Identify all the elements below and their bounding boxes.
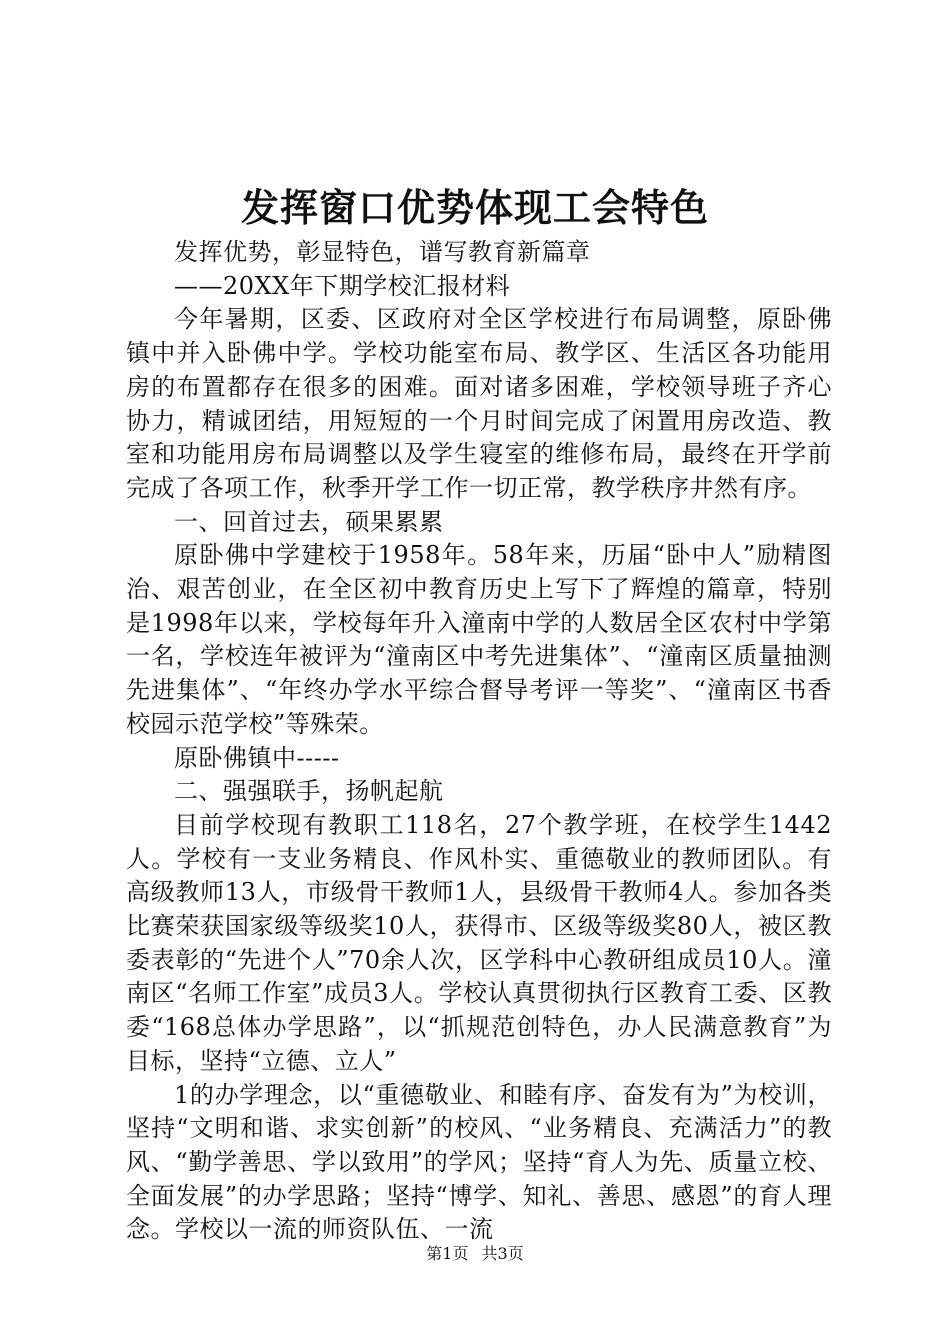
section-heading-1: 一、回首过去，硕果累累 (174, 507, 444, 536)
paragraph-intro: 今年暑期，区委、区政府对全区学校进行布局调整，原卧佛镇中并入卧佛中学。学校功能室布局、教学区、生活区各功能用房的布置都存在很多的困难。面对诸多困难，学校领导班子齐心协力，精诚团结，用短短的一个月时间完成了闲置用房改造、教室和功能用房布局调整以及学生寝室的维修布局，最终在开学前完成了各项工作，秋季开学工作一切正常，教学秩序井然有序。 (126, 305, 832, 502)
page-footer (0, 1243, 950, 1265)
document-title: 发挥窗口优势体现工会特色 (240, 185, 709, 230)
subtitle: 发挥优势，彰显特色，谱写教育新篇章 (174, 238, 591, 266)
paragraph-history: 原卧佛中学建校于1958年。58年来，历届“卧中人”励精图治、艰苦创业，在全区初中教育历史上写下了辉煌的篇章，特别是1998年以来，学校每年升入潼南中学的人数居全区农村中学第一名，学校连年被评为“潼南区中考先进集体”、“潼南区质量抽测先进集体”、“年终办学水平综合督导考评一等奖”、“潼南区书香校园示范学校”等殊荣。 (126, 541, 832, 738)
section-heading-2: 二、强强联手，扬帆起航 (174, 777, 444, 806)
page-number: 第1页 (426, 1244, 469, 1263)
paragraph-former-school: 原卧佛镇中----- (174, 743, 340, 772)
page-total: 共3页 (481, 1244, 524, 1263)
paragraph-philosophy: 1的办学理念，以“重德敬业、和睦有序、奋发有为”为校训，坚持“文明和谐、求实创新”的校风、“业务精良、充满活力”的教风、“勤学善思、学以致用”的学风；坚持“育人为先、质量立校、全面发展”的办学思路；坚持“博学、知礼、善思、感恩”的育人理念。学校以一流的师资队伍、一流 (126, 1080, 832, 1244)
paragraph-staff: 目前学校现有教职工118名，27个教学班，在校学生1442人。学校有一支业务精良、作风朴实、重德敬业的教师团队。有高级教师13人，市级骨干教师1人，县级骨干教师4人。参加各类比赛荣获国家级等级奖10人，获得市、区级等级奖80人，被区教委表彰的“先进个人”70余人次，区学科中心教研组成员10人。潼南区“名师工作室”成员3人。学校认真贯彻执行区教育工委、区教委“168总体办学思路”，以“抓规范创特色，办人民满意教育”为目标，坚持“立德、立人” (126, 810, 832, 1075)
document-body (126, 236, 832, 1247)
subtitle-report: ——20XX年下期学校汇报材料 (174, 271, 511, 300)
